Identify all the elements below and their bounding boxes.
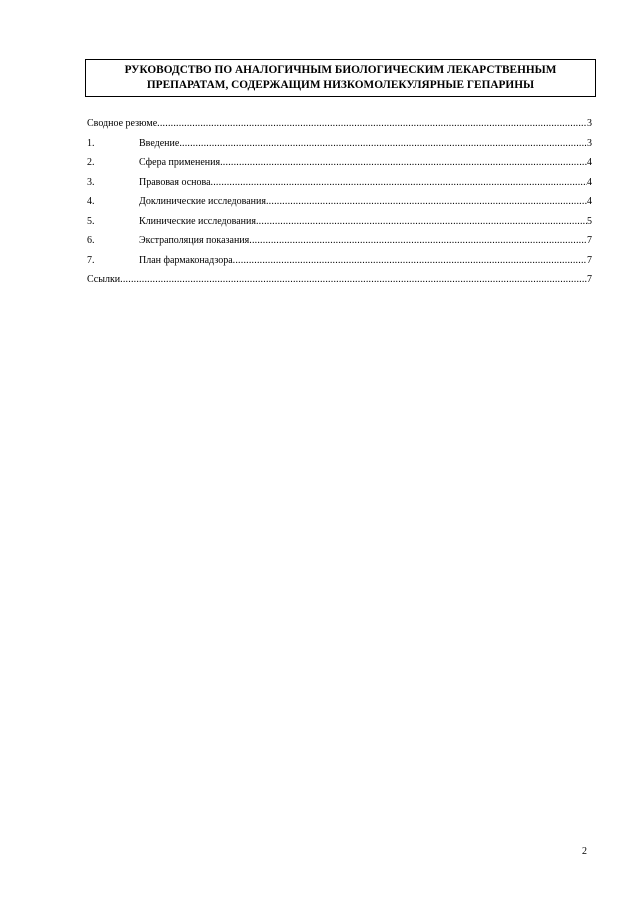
toc-entry-clinical[interactable] [87,212,592,232]
toc-entry-title: Правовая основа [139,176,211,188]
toc-entry-page: 7 [587,235,592,246]
toc-entry-title: Экстраполяция показания [139,235,250,246]
toc-entry-number: 1. [87,137,95,149]
table-of-contents [87,114,592,290]
title-line-2: ПРЕПАРАТАМ, СОДЕРЖАЩИМ НИЗКОМОЛЕКУЛЯРНЫЕ ГЕПАРИНЫ [146,79,535,91]
toc-dot-leader [157,114,587,134]
toc-entry-page: 3 [587,137,592,149]
toc-dot-leader [179,134,587,154]
toc-entry-number: 3. [87,176,95,188]
toc-entry-page: 3 [587,118,592,129]
toc-entry-number: 4. [87,196,95,207]
document-title [85,59,596,97]
toc-entry-page: 7 [587,254,592,266]
toc-entry-pharmacovigilance[interactable] [87,251,592,271]
toc-entry-nonclinical[interactable] [87,192,592,212]
toc-entry-title: План фармаконадзора [139,254,233,266]
toc-dot-leader [233,251,587,271]
toc-entry-page: 4 [587,176,592,188]
toc-dot-leader [266,192,587,212]
toc-entry-title: Клинические исследования [139,215,256,227]
toc-entry-title: Сфера применения [139,157,221,168]
toc-entry-page: 5 [587,215,592,227]
toc-dot-leader [120,270,587,290]
title-line-1: РУКОВОДСТВО ПО АНАЛОГИЧНЫМ БИОЛОГИЧЕСКИМ ЛЕКАРСТВЕННЫМ [124,64,557,76]
toc-entry-scope[interactable] [87,153,592,173]
toc-entry-number: 6. [87,235,95,246]
toc-entry-title: Ссылки [87,274,121,285]
toc-entry-extrapolation[interactable] [87,231,592,251]
toc-dot-leader [220,153,587,173]
toc-entry-page: 4 [587,157,592,168]
toc-entry-number: 5. [87,215,95,227]
toc-entry-introduction[interactable] [87,134,592,154]
toc-entry-title: Введение [139,137,180,149]
toc-entry-title: Сводное резюме [87,118,158,129]
toc-entry-title: Доклинические исследования [139,196,266,207]
page-number: 2 [582,846,587,857]
toc-entry-summary[interactable] [87,114,592,134]
toc-entry-number: 7. [87,254,95,266]
toc-entry-legal-basis[interactable] [87,173,592,193]
toc-entry-number: 2. [87,157,95,168]
toc-entry-page: 4 [587,196,592,207]
toc-dot-leader [256,212,587,232]
toc-entry-references[interactable] [87,270,592,290]
toc-dot-leader [211,173,587,193]
toc-dot-leader [249,231,587,251]
toc-entry-page: 7 [587,274,592,285]
